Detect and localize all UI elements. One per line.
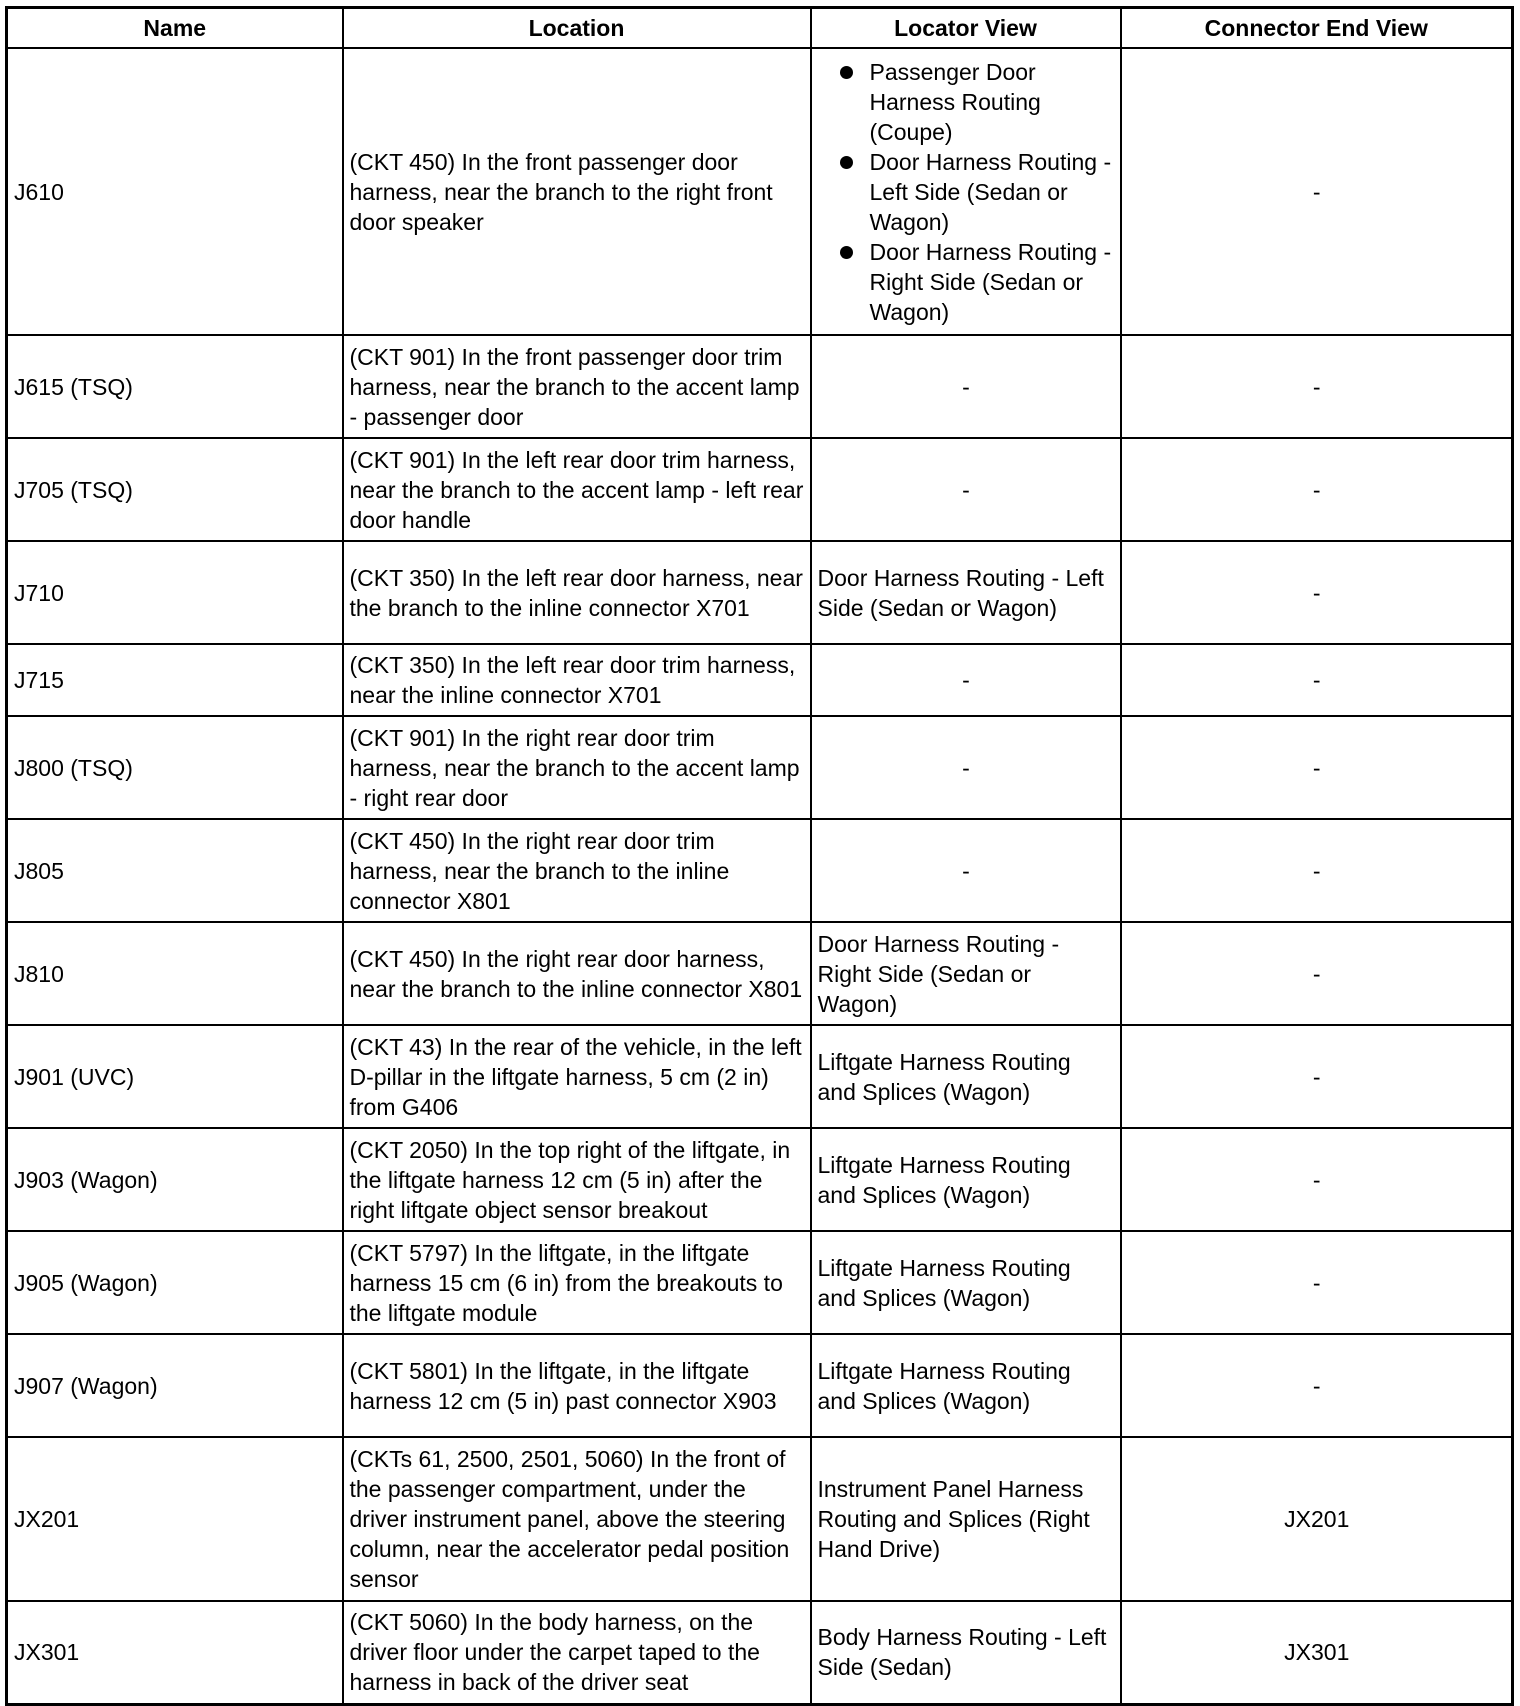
splice-location: (CKT 350) In the left rear door trim harness, near the inline connector X701: [343, 644, 811, 716]
splice-location-table: [5, 6, 1514, 1706]
splice-name: J615 (TSQ): [7, 335, 343, 438]
splice-location: (CKT 5060) In the body harness, on the driver floor under the carpet taped to the harness in back of the driver seat: [343, 1601, 811, 1704]
table-row: [7, 1231, 1513, 1334]
table-row: [7, 922, 1513, 1025]
connector-end-view: -: [1121, 48, 1513, 335]
locator-view: [811, 48, 1121, 335]
locator-view: -: [811, 819, 1121, 922]
splice-location: (CKT 2050) In the top right of the liftgate, in the liftgate harness 12 cm (5 in) after the right liftgate object sensor breakout: [343, 1128, 811, 1231]
locator-view-item: [818, 57, 1115, 147]
splice-name: J715: [7, 644, 343, 716]
splice-location: (CKT 350) In the left rear door harness, near the branch to the inline connector X701: [343, 541, 811, 644]
locator-view: Body Harness Routing - Left Side (Sedan): [811, 1601, 1121, 1704]
locator-view-item-text: Passenger Door Harness Routing (Coupe): [869, 58, 1041, 145]
table-row: [7, 1334, 1513, 1437]
bullet-icon: [840, 246, 853, 259]
connector-end-view: -: [1121, 1128, 1513, 1231]
connector-end-view: -: [1121, 1025, 1513, 1128]
splice-location: (CKTs 61, 2500, 2501, 5060) In the front of the passenger compartment, under the driver instrument panel, above the steering column, near the accelerator pedal position sensor: [343, 1437, 811, 1601]
connector-end-view: -: [1121, 819, 1513, 922]
header-locator-view: Locator View: [811, 8, 1121, 49]
table-row: [7, 716, 1513, 819]
table-row: [7, 48, 1513, 335]
splice-name: JX301: [7, 1601, 343, 1704]
locator-view: Liftgate Harness Routing and Splices (Wagon): [811, 1334, 1121, 1437]
table-row: [7, 1601, 1513, 1704]
splice-name: J610: [7, 48, 343, 335]
bullet-icon: [840, 66, 853, 79]
locator-view-item-text: Door Harness Routing - Left Side (Sedan or Wagon): [869, 148, 1112, 235]
splice-name: J805: [7, 819, 343, 922]
bullet-icon: [840, 156, 853, 169]
locator-view-item: [818, 147, 1115, 237]
locator-view: -: [811, 335, 1121, 438]
locator-view: -: [811, 716, 1121, 819]
locator-view-list: [818, 57, 1115, 327]
splice-name: JX201: [7, 1437, 343, 1601]
connector-end-view: JX201: [1121, 1437, 1513, 1601]
locator-view: Liftgate Harness Routing and Splices (Wagon): [811, 1128, 1121, 1231]
table-row: [7, 1025, 1513, 1128]
table-row: [7, 1437, 1513, 1601]
splice-name: J800 (TSQ): [7, 716, 343, 819]
splice-location: (CKT 901) In the left rear door trim harness, near the branch to the accent lamp - left rear door handle: [343, 438, 811, 541]
connector-end-view: -: [1121, 1231, 1513, 1334]
connector-end-view: -: [1121, 335, 1513, 438]
splice-location: (CKT 43) In the rear of the vehicle, in the left D-pillar in the liftgate harness, 5 cm (2 in) from G406: [343, 1025, 811, 1128]
table-row: [7, 644, 1513, 716]
splice-location: (CKT 901) In the right rear door trim harness, near the branch to the accent lamp - right rear door: [343, 716, 811, 819]
splice-location: (CKT 5797) In the liftgate, in the liftgate harness 15 cm (6 in) from the breakouts to the liftgate module: [343, 1231, 811, 1334]
splice-location: (CKT 450) In the right rear door harness, near the branch to the inline connector X801: [343, 922, 811, 1025]
connector-end-view: -: [1121, 1334, 1513, 1437]
splice-name: J903 (Wagon): [7, 1128, 343, 1231]
connector-end-view: -: [1121, 644, 1513, 716]
splice-name: J705 (TSQ): [7, 438, 343, 541]
splice-name: J905 (Wagon): [7, 1231, 343, 1334]
table-header-row: [7, 8, 1513, 49]
splice-location: (CKT 5801) In the liftgate, in the liftgate harness 12 cm (5 in) past connector X903: [343, 1334, 811, 1437]
table-row: [7, 819, 1513, 922]
locator-view: Door Harness Routing - Left Side (Sedan or Wagon): [811, 541, 1121, 644]
locator-view: Liftgate Harness Routing and Splices (Wagon): [811, 1231, 1121, 1334]
table-row: [7, 541, 1513, 644]
connector-end-view: JX301: [1121, 1601, 1513, 1704]
header-connector-end-view: Connector End View: [1121, 8, 1513, 49]
splice-location: (CKT 450) In the front passenger door harness, near the branch to the right front door speaker: [343, 48, 811, 335]
connector-end-view: -: [1121, 716, 1513, 819]
locator-view-item-text: Door Harness Routing - Right Side (Sedan or Wagon): [869, 238, 1112, 325]
connector-end-view: -: [1121, 541, 1513, 644]
locator-view: Door Harness Routing - Right Side (Sedan or Wagon): [811, 922, 1121, 1025]
locator-view: -: [811, 644, 1121, 716]
splice-name: J710: [7, 541, 343, 644]
splice-name: J907 (Wagon): [7, 1334, 343, 1437]
splice-name: J810: [7, 922, 343, 1025]
locator-view-item: [818, 237, 1115, 327]
connector-end-view: -: [1121, 922, 1513, 1025]
locator-view: Liftgate Harness Routing and Splices (Wagon): [811, 1025, 1121, 1128]
connector-end-view: -: [1121, 438, 1513, 541]
header-location: Location: [343, 8, 811, 49]
splice-name: J901 (UVC): [7, 1025, 343, 1128]
splice-location: (CKT 450) In the right rear door trim harness, near the branch to the inline connector X801: [343, 819, 811, 922]
header-name: Name: [7, 8, 343, 49]
table-row: [7, 1128, 1513, 1231]
table-body: [7, 48, 1513, 1704]
table-row: [7, 335, 1513, 438]
table-row: [7, 438, 1513, 541]
locator-view: -: [811, 438, 1121, 541]
locator-view: Instrument Panel Harness Routing and Splices (Right Hand Drive): [811, 1437, 1121, 1601]
splice-location: (CKT 901) In the front passenger door trim harness, near the branch to the accent lamp - passenger door: [343, 335, 811, 438]
